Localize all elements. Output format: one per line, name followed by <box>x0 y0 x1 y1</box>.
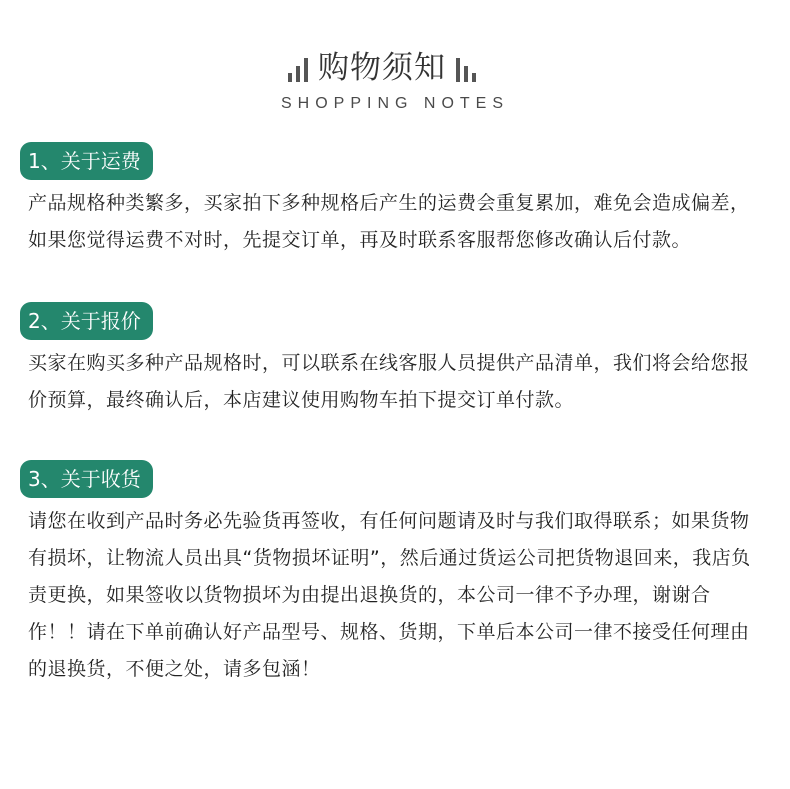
section-label-shipping: 1、关于运费 <box>20 142 153 180</box>
section-text-receiving: 请您在收到产品时务必先验货再签收，有任何问题请及时与我们取得联系；如果货物有损坏，让物流人员出具“货物损坏证明”，然后通过货运公司把货物退回来，我店负责更换，如果签收以货物损坏为由提出退换货的，本公司一律不予办理，谢谢合作！！请在下单前确认好产品型号、规格、货期，下单后本公司一律不接受任何理由的退换货，不便之处，请多包涵！ <box>28 510 751 680</box>
section-text-shipping: 产品规格种类繁多，买家拍下多种规格后产生的运费会重复累加，难免会造成偏差，如果您觉得运费不对时，先提交订单，再及时联系客服帮您修改确认后付款。 <box>28 192 750 251</box>
page-title: 购物须知 <box>318 50 446 86</box>
section-label-receiving: 3、关于收货 <box>20 460 153 498</box>
section-text-quote: 买家在购买多种产品规格时，可以联系在线客服人员提供产品清单，我们将会给您报价预算，最终确认后，本店建议使用购物车拍下提交订单付款。 <box>28 352 750 411</box>
page-subtitle: SHOPPING NOTES <box>280 95 510 112</box>
signal-bars-ascending-icon <box>288 56 308 82</box>
page-header <box>0 40 790 90</box>
section-label-quote: 2、关于报价 <box>20 302 153 340</box>
title-group <box>288 40 476 90</box>
signal-bars-descending-icon <box>456 56 476 82</box>
